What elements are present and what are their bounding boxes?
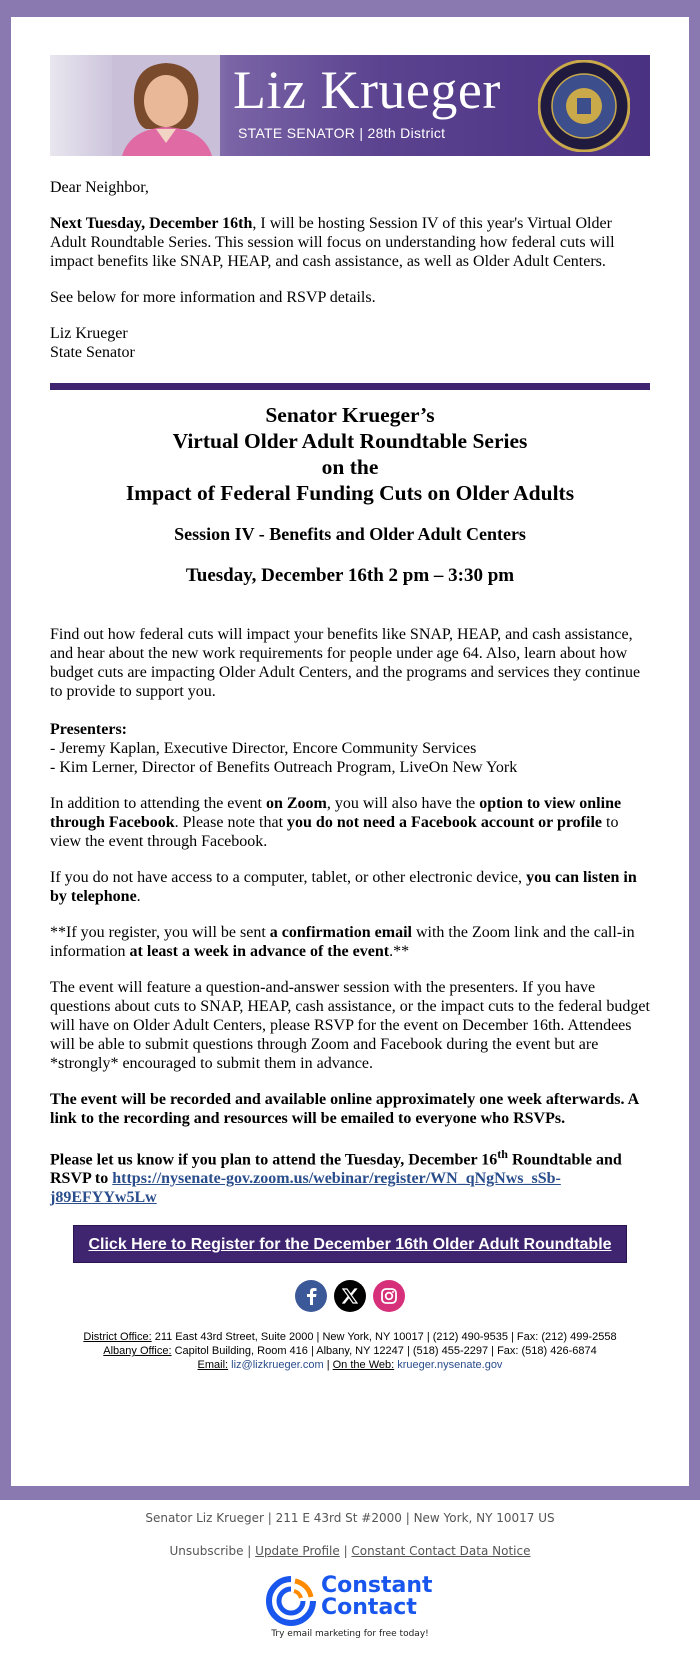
advance-bold: at least a week in advance of the event xyxy=(129,943,390,960)
albany-office-text: Capitol Building, Room 416 | Albany, NY 12247 | (518) 455-2297 | Fax: (518) 426-6874 xyxy=(171,1345,597,1358)
intro-text: , I will be hosting Session IV of this year's Virtual Older Adult Roundtable Series. This session will focus on understanding how federal cuts will impact benefits like SNAP, HEAP, and cash assistance, as well as Older Adult Centers. xyxy=(50,215,615,270)
zoom-text: , you will also have the xyxy=(326,795,480,812)
rsvp-sup: th xyxy=(497,1147,508,1161)
district-office-text: 211 East 43rd Street, Suite 2000 | New York, NY 10017 | (212) 490-9535 | Fax: (212) 499-2558 xyxy=(151,1331,617,1344)
intro-paragraph xyxy=(50,214,650,271)
rsvp-text: Please let us know if you plan to attend the Tuesday, December 16 xyxy=(50,1151,498,1169)
update-profile-link[interactable]: Update Profile xyxy=(255,1544,340,1558)
senator-title: STATE SENATOR | 28th District xyxy=(238,125,446,141)
recording-paragraph: The event will be recorded and available online approximately one week afterwards. A link to the recording and resources will be emailed to everyone who RSVPs. xyxy=(50,1091,639,1127)
phone-paragraph xyxy=(50,868,650,906)
session-title: Session IV - Benefits and Older Adult Centers xyxy=(174,524,526,544)
web-link[interactable]: krueger.nysenate.gov xyxy=(397,1359,503,1372)
phone-text: If you do not have access to a computer, tablet, or other electronic device, xyxy=(50,869,527,886)
constant-contact-logo[interactable] xyxy=(265,1575,435,1627)
email-link[interactable]: liz@lizkrueger.com xyxy=(231,1359,324,1372)
constant-contact-logo-icon xyxy=(265,1575,317,1627)
confirmation-bold: a confirmation email xyxy=(269,924,412,941)
contact-line xyxy=(50,1358,650,1372)
zoom-bold: on Zoom xyxy=(265,795,327,812)
registration-text: with the Zoom link and the call-in information xyxy=(50,924,635,960)
email-content xyxy=(50,55,650,1372)
email-label: Email: xyxy=(197,1359,229,1372)
presenters-label: Presenters: xyxy=(50,721,127,738)
social-links xyxy=(50,1280,650,1312)
presenters-block xyxy=(50,720,650,777)
phone-text: . xyxy=(136,888,141,905)
registration-paragraph xyxy=(50,923,650,961)
rsvp-paragraph xyxy=(50,1145,650,1207)
registration-text: **If you register, you will be sent xyxy=(50,924,270,941)
section-divider xyxy=(50,383,650,390)
greeting: Dear Neighbor, xyxy=(50,179,149,196)
separator: | xyxy=(323,1359,333,1372)
event-heading xyxy=(50,402,650,506)
logo-tagline: Try email marketing for free today! xyxy=(271,1629,429,1639)
email-card xyxy=(11,17,689,1486)
instagram-icon[interactable] xyxy=(373,1280,405,1312)
event-heading-line1: Senator Krueger’s xyxy=(265,403,435,427)
register-button-wrap xyxy=(50,1225,650,1263)
event-date: Tuesday, December 16th 2 pm – 3:30 pm xyxy=(185,565,515,586)
event-heading-line3: on the xyxy=(321,455,379,479)
zoom-text: to view the event through Facebook. xyxy=(50,814,619,850)
rsvp-link[interactable]: https://nysenate-gov.zoom.us/webinar/register/WN_qNgNws_sSb-j89EFYYw5Lw xyxy=(50,1170,561,1207)
facebook-icon[interactable] xyxy=(295,1280,327,1312)
albany-office-label: Albany Office: xyxy=(103,1345,172,1358)
zoom-text: . Please note that xyxy=(174,814,288,831)
x-twitter-icon[interactable] xyxy=(334,1280,366,1312)
albany-office-line xyxy=(50,1344,650,1358)
senator-name: Liz Krueger xyxy=(233,60,501,120)
no-account-bold: you do not need a Facebook account or profile xyxy=(287,814,602,831)
web-label: On the Web: xyxy=(332,1359,395,1372)
signature xyxy=(50,324,650,362)
phone-bold: you can listen in by telephone xyxy=(50,869,637,905)
constant-contact-footer xyxy=(0,1500,700,1661)
event-heading-line4: Impact of Federal Funding Cuts on Older Adults xyxy=(125,481,575,505)
unsubscribe-link[interactable]: Unsubscribe xyxy=(169,1544,244,1558)
subscription-links: Unsubscribe | Update Profile | Constant Contact Data Notice xyxy=(169,1544,531,1558)
presenter-item: - Kim Lerner, Director of Benefits Outreach Program, LiveOn New York xyxy=(50,759,518,776)
data-notice-link[interactable]: Constant Contact Data Notice xyxy=(351,1544,531,1558)
info-note: See below for more information and RSVP details. xyxy=(50,289,376,306)
signature-name: Liz Krueger xyxy=(50,325,128,342)
intro-date: Next Tuesday, December 16th xyxy=(50,215,253,232)
logo-line2: Contact xyxy=(321,1595,417,1620)
rsvp-text: Roundtable and RSVP to xyxy=(50,1151,622,1188)
presenter-item: - Jeremy Kaplan, Executive Director, Encore Community Services xyxy=(50,740,477,757)
contact-footer xyxy=(50,1330,650,1372)
header-banner xyxy=(50,55,650,156)
district-office-label: District Office: xyxy=(83,1331,152,1344)
zoom-text: In addition to attending the event xyxy=(50,795,266,812)
signature-title: State Senator xyxy=(50,344,135,361)
zoom-paragraph xyxy=(50,794,650,851)
senator-photo xyxy=(112,55,220,156)
register-button[interactable]: Click Here to Register for the December 16th Older Adult Roundtable xyxy=(73,1225,627,1263)
event-heading-line2: Virtual Older Adult Roundtable Series xyxy=(172,429,528,453)
ny-senate-seal xyxy=(538,60,630,152)
logo-line1: Constant xyxy=(321,1573,433,1598)
event-description: Find out how federal cuts will impact your benefits like SNAP, HEAP, and cash assistance, and hear about the new work requirements for people under age 64. Also, learn about how budget cuts are impacting Older Adult Centers, and the programs and services they continue to provide to support you. xyxy=(50,626,641,700)
sender-address: Senator Liz Krueger | 211 E 43rd St #2000 | New York, NY 10017 US xyxy=(145,1511,555,1525)
facebook-option-bold: option to view online through Facebook xyxy=(50,795,622,831)
district-office-line xyxy=(50,1330,650,1344)
qa-paragraph: The event will feature a question-and-answer session with the presenters. If you have questions about cuts to SNAP, HEAP, cash assistance, or the impact cuts to the federal budget will have on Older Adult Centers, please RSVP for the event on December 16th. Attendees will be able to submit questions through Zoom and Facebook during the event but are *strongly* encouraged to submit them in advance. xyxy=(50,979,650,1072)
registration-text: .** xyxy=(389,943,410,960)
